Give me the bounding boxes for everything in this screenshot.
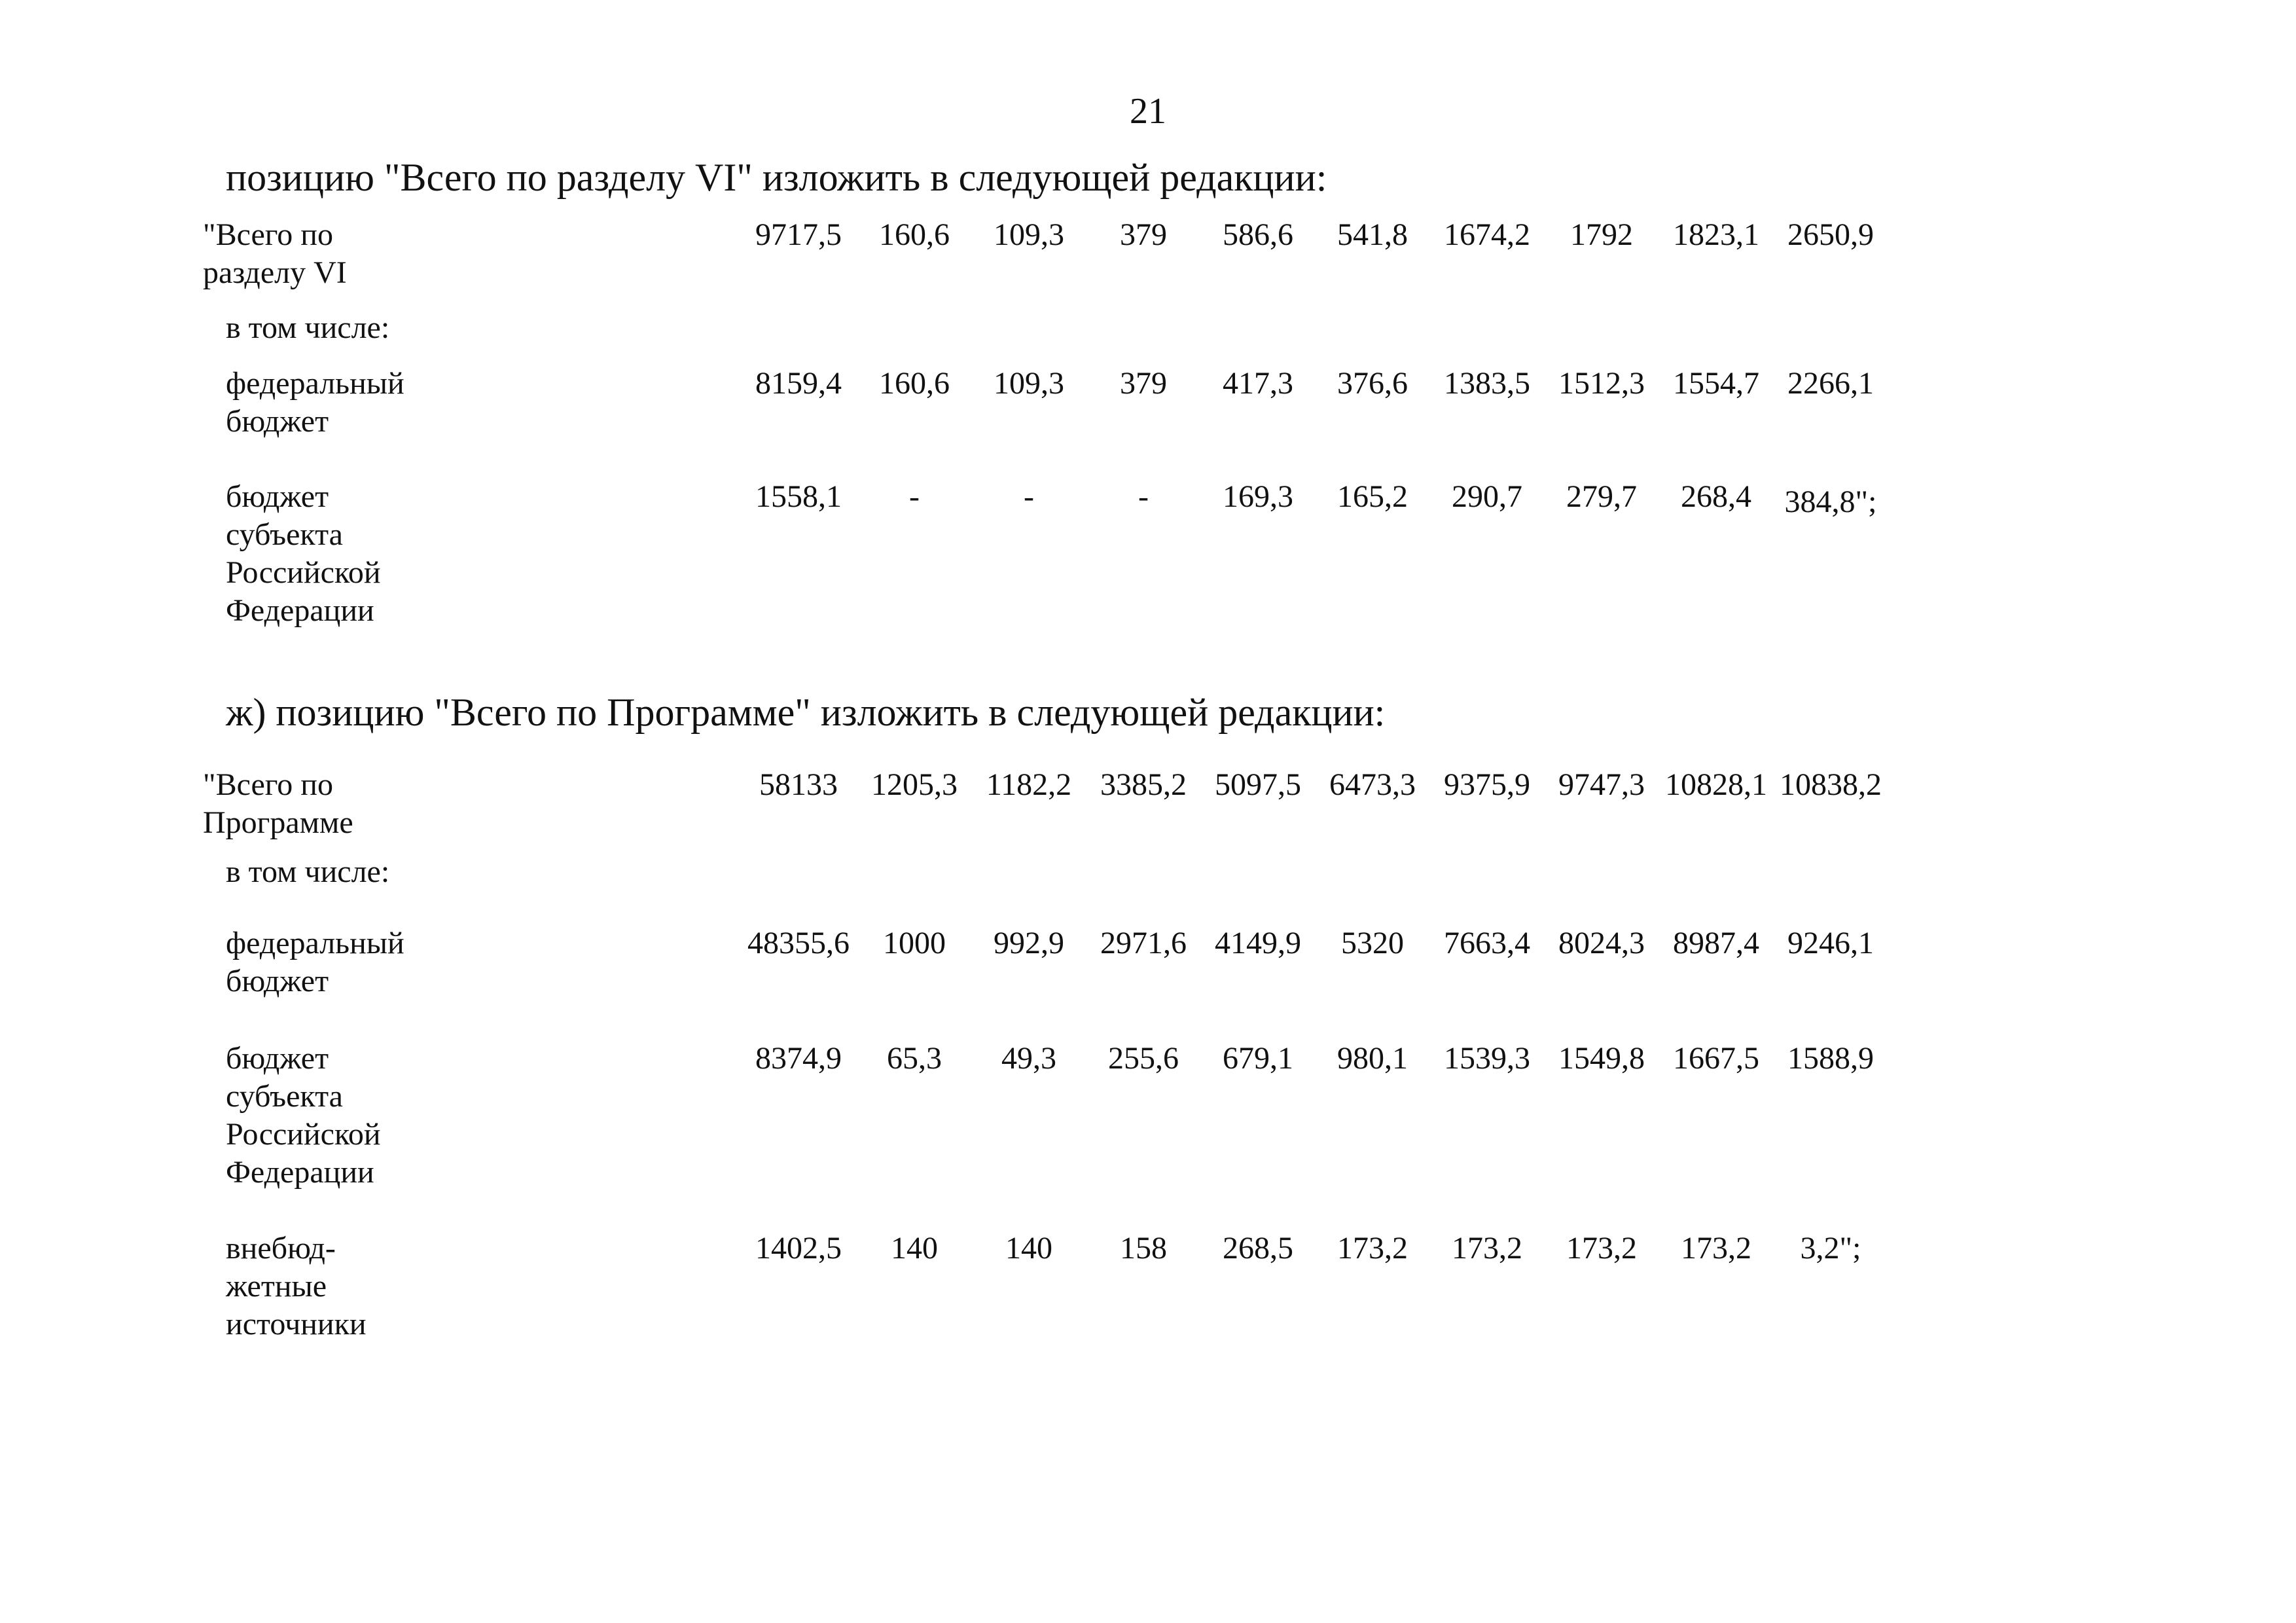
row-label: бюджет субъекта Российской Федерации (226, 479, 381, 628)
cell-value: 109,3 (994, 217, 1064, 252)
cell-value: 1205,3 (871, 767, 958, 802)
cell-value: 8024,3 (1558, 926, 1645, 960)
cell-value: 279,7 (1566, 479, 1637, 514)
cell-value: 1674,2 (1444, 217, 1530, 252)
including-label: в том числе: (226, 854, 390, 889)
cell-value: 173,2 (1566, 1231, 1637, 1266)
row-label: бюджет субъекта Российской Федерации (226, 1041, 381, 1190)
cell-value: 3385,2 (1100, 767, 1187, 802)
cell-value: 8374,9 (755, 1041, 842, 1076)
cell-value: 58133 (759, 767, 838, 802)
cell-value: 9717,5 (755, 217, 842, 252)
cell-value: 173,2 (1452, 1231, 1522, 1266)
cell-value: 5320 (1341, 926, 1404, 960)
cell-value: 1667,5 (1673, 1041, 1759, 1076)
cell-value: 8987,4 (1673, 926, 1759, 960)
cell-value: 10828,1 (1665, 767, 1767, 802)
cell-value: 140 (1005, 1231, 1052, 1266)
cell-value: 173,2 (1681, 1231, 1751, 1266)
cell-value: - (909, 479, 920, 514)
cell-value: 268,4 (1681, 479, 1751, 514)
cell-value: 1588,9 (1787, 1041, 1874, 1076)
cell-value: 268,5 (1223, 1231, 1293, 1266)
cell-value: 8159,4 (755, 366, 842, 401)
cell-value: 290,7 (1452, 479, 1522, 514)
cell-value: 169,3 (1223, 479, 1293, 514)
cell-value: 541,8 (1337, 217, 1408, 252)
cell-value: 586,6 (1223, 217, 1293, 252)
program-heading: ж) позицию "Всего по Программе" изложить в следующей редакции: (226, 691, 1386, 734)
cell-value: 6473,3 (1329, 767, 1416, 802)
cell-value: 173,2 (1337, 1231, 1408, 1266)
cell-value: 7663,4 (1444, 926, 1530, 960)
cell-value: 384,8"; (1784, 484, 1877, 519)
cell-value: 160,6 (879, 366, 950, 401)
cell-value: 1512,3 (1558, 366, 1645, 401)
cell-value: 1554,7 (1673, 366, 1759, 401)
cell-value: 1792 (1570, 217, 1633, 252)
cell-value: 5097,5 (1215, 767, 1301, 802)
cell-value: 2650,9 (1787, 217, 1874, 252)
page-number: 21 (1130, 91, 1166, 132)
cell-value: 1558,1 (755, 479, 842, 514)
cell-value: 1383,5 (1444, 366, 1530, 401)
cell-value: 160,6 (879, 217, 950, 252)
cell-value: 49,3 (1001, 1041, 1056, 1076)
cell-value: 379 (1120, 366, 1167, 401)
cell-value: 255,6 (1108, 1041, 1179, 1076)
cell-value: 2266,1 (1787, 366, 1874, 401)
row-label: "Всего по Программе (203, 767, 353, 840)
cell-value: 3,2"; (1800, 1231, 1861, 1266)
row-label: "Всего по разделу VI (203, 217, 347, 290)
cell-value: 992,9 (994, 926, 1064, 960)
cell-value: 1000 (883, 926, 946, 960)
cell-value: 1402,5 (755, 1231, 842, 1266)
including-label: в том числе: (226, 310, 390, 345)
cell-value: 65,3 (887, 1041, 942, 1076)
section-vi-heading: позицию "Всего по разделу VI" изложить в следующей редакции: (226, 156, 1327, 199)
cell-value: 2971,6 (1100, 926, 1187, 960)
cell-value: 158 (1120, 1231, 1167, 1266)
cell-value: 9375,9 (1444, 767, 1530, 802)
cell-value: 10838,2 (1780, 767, 1882, 802)
cell-value: 417,3 (1223, 366, 1293, 401)
row-label: федеральный бюджет (226, 926, 404, 998)
cell-value: 165,2 (1337, 479, 1408, 514)
cell-value: 9246,1 (1787, 926, 1874, 960)
cell-value: 48355,6 (747, 926, 850, 960)
cell-value: - (1138, 479, 1149, 514)
cell-value: 9747,3 (1558, 767, 1645, 802)
cell-value: - (1024, 479, 1034, 514)
cell-value: 679,1 (1223, 1041, 1293, 1076)
row-label: федеральный бюджет (226, 366, 404, 439)
cell-value: 109,3 (994, 366, 1064, 401)
cell-value: 1823,1 (1673, 217, 1759, 252)
cell-value: 1549,8 (1558, 1041, 1645, 1076)
cell-value: 140 (891, 1231, 938, 1266)
cell-value: 1539,3 (1444, 1041, 1530, 1076)
row-label: внебюд- жетные источники (226, 1231, 367, 1341)
cell-value: 980,1 (1337, 1041, 1408, 1076)
cell-value: 376,6 (1337, 366, 1408, 401)
cell-value: 1182,2 (986, 767, 1072, 802)
cell-value: 379 (1120, 217, 1167, 252)
cell-value: 4149,9 (1215, 926, 1301, 960)
